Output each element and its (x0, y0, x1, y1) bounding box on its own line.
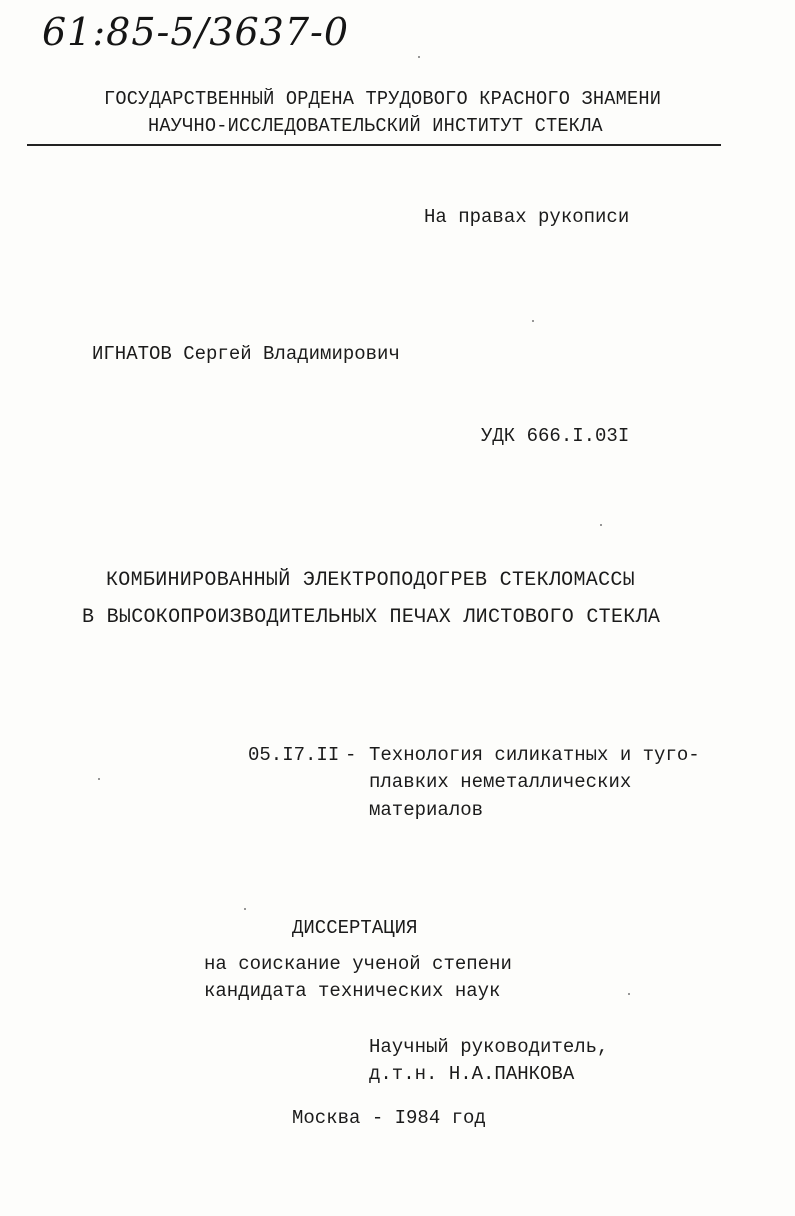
degree-line-1: на соискание ученой степени (204, 953, 512, 975)
manuscript-note: На правах рукописи (424, 206, 630, 228)
specialty-code: 05.I7.II (248, 744, 340, 766)
specialty-line-1: Технология силикатных и туго- (369, 744, 700, 766)
paper-speck (532, 320, 534, 322)
institution-line-1: ГОСУДАРСТВЕННЫЙ ОРДЕНА ТРУДОВОГО КРАСНОГО ЗНАМЕНИ (104, 88, 662, 110)
title-line-2: В ВЫСОКОПРОИЗВОДИТЕЛЬНЫХ ПЕЧАХ ЛИСТОВОГО СТЕКЛА (82, 606, 661, 629)
title-line-1: КОМБИНИРОВАННЫЙ ЭЛЕКТРОПОДОГРЕВ СТЕКЛОМАССЫ (106, 569, 635, 592)
institution-line-2: НАУЧНО-ИССЛЕДОВАТЕЛЬСКИЙ ИНСТИТУТ СТЕКЛА (148, 115, 603, 137)
supervisor-label: Научный руководитель, (369, 1036, 609, 1058)
udc-code: УДК 666.I.03I (481, 425, 630, 447)
archive-number: 61:85-5/3637-0 (42, 10, 350, 54)
specialty-dash: - (345, 744, 357, 766)
header-rule (27, 144, 721, 146)
author-name: ИГНАТОВ Сергей Владимирович (92, 343, 400, 365)
paper-speck (600, 524, 602, 526)
paper-speck (628, 993, 630, 995)
specialty-line-3: материалов (369, 799, 484, 821)
paper-speck (98, 778, 100, 780)
supervisor-name: д.т.н. Н.А.ПАНКОВА (369, 1063, 575, 1085)
paper-speck (244, 908, 246, 910)
specialty-line-2: плавких неметаллических (369, 771, 632, 793)
paper-speck (418, 56, 420, 58)
place-year: Москва - I984 год (292, 1107, 486, 1129)
dissertation-heading: ДИССЕРТАЦИЯ (292, 917, 418, 939)
degree-line-2: кандидата технических наук (204, 980, 501, 1002)
